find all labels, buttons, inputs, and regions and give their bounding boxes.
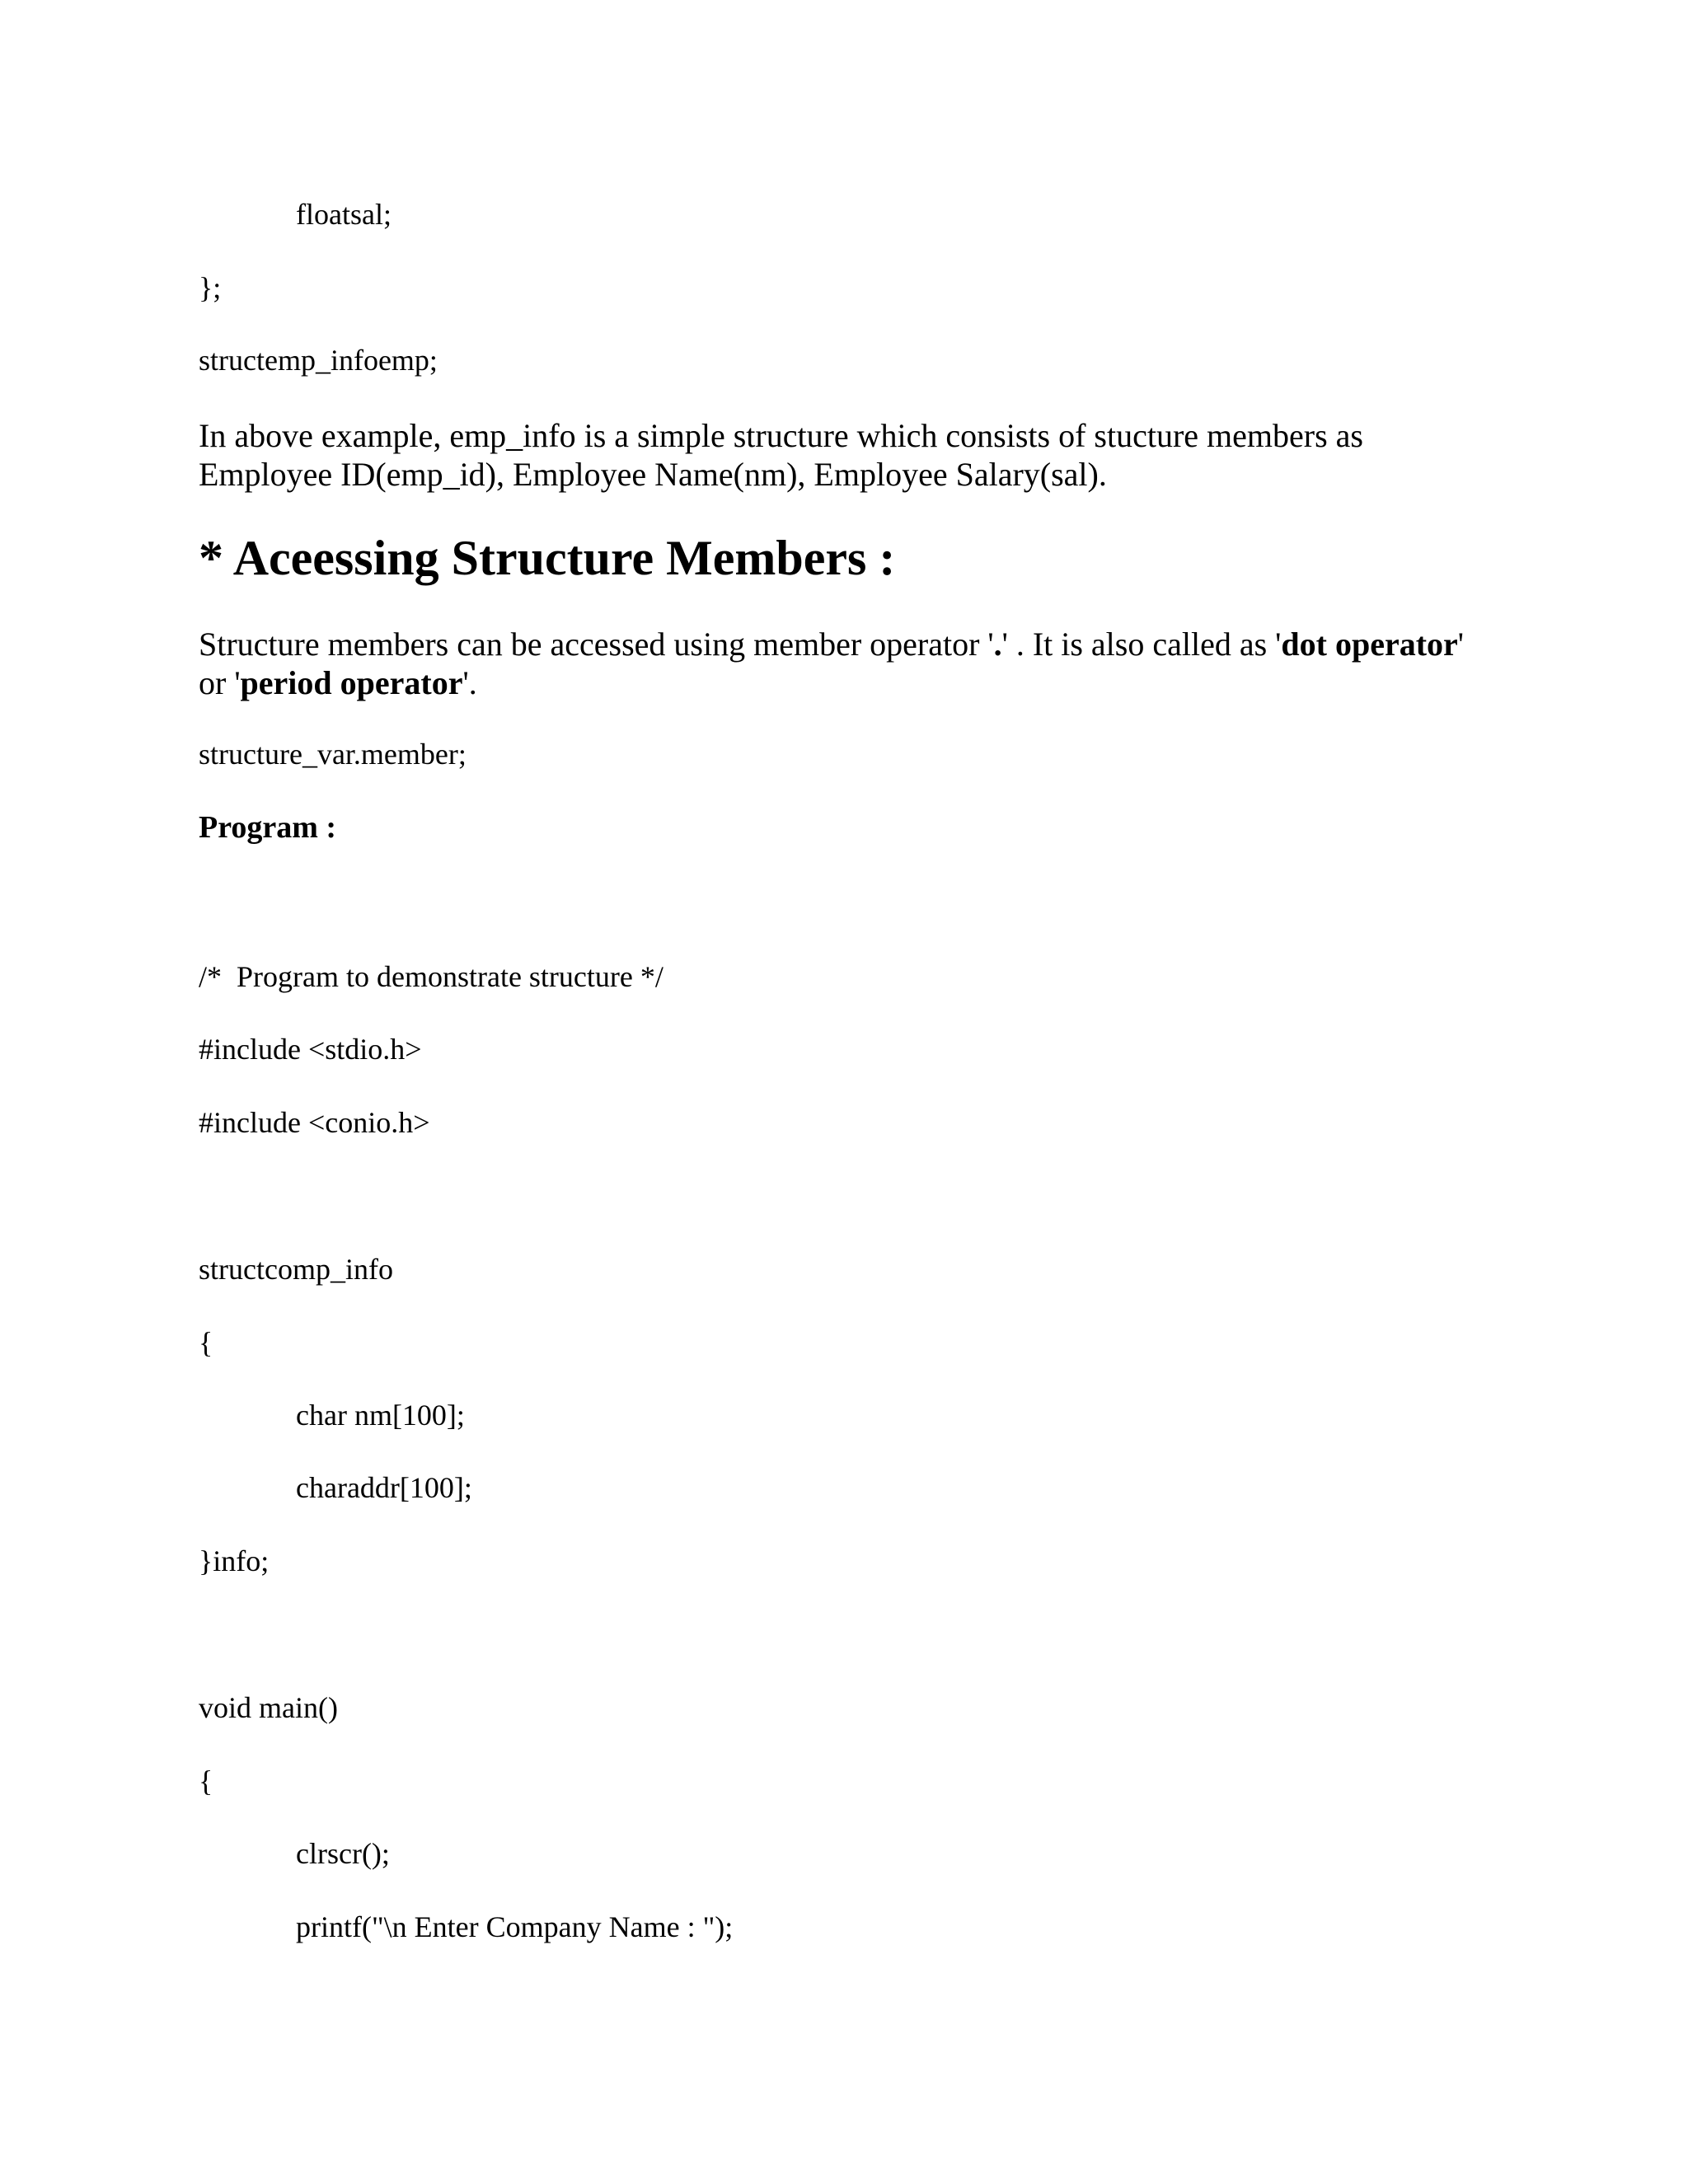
code-clrscr: clrscr(); [296, 1837, 390, 1870]
code-include-stdio: #include <stdio.h> [199, 1033, 422, 1066]
access-paragraph [199, 625, 1534, 702]
access-text-4: or ' [199, 664, 241, 701]
code-line-floatsal: floatsal; [296, 198, 392, 231]
period-operator-term: period operator [240, 664, 463, 701]
access-line-2 [199, 663, 1534, 702]
intro-line-1: In above example, emp_info is a simple structure which consists of stucture members as [199, 417, 1363, 454]
code-member-nm: char nm[100]; [296, 1399, 465, 1432]
code-include-conio: #include <conio.h> [199, 1106, 430, 1139]
dot-symbol: . [993, 626, 1002, 663]
code-member-addr: charaddr[100]; [296, 1471, 472, 1504]
program-label: Program : [199, 810, 337, 845]
code-line-struct-var: structemp_infoemp; [199, 344, 438, 377]
code-open-brace-main: { [199, 1765, 213, 1797]
access-text-5: '. [462, 664, 477, 701]
code-line-close-brace: }; [199, 271, 222, 304]
code-main-decl: void main() [199, 1691, 338, 1724]
code-comment: /* Program to demonstrate structure */ [199, 960, 663, 993]
access-text-1: Structure members can be accessed using member operator ' [199, 626, 994, 663]
syntax-line: structure_var.member; [199, 738, 467, 771]
code-open-brace-struct: { [199, 1326, 213, 1359]
code-struct-decl: structcomp_info [199, 1253, 393, 1286]
intro-paragraph [199, 416, 1534, 494]
access-line-1 [199, 625, 1534, 663]
code-close-struct: }info; [199, 1544, 270, 1577]
section-heading: * Aceessing Structure Members : [199, 531, 896, 585]
intro-line-2: Employee ID(emp_id), Employee Name(nm), Employee Salary(sal). [199, 456, 1107, 493]
dot-operator-term: dot operator [1281, 626, 1458, 663]
access-text-2: ' . It is also called as ' [1001, 626, 1282, 663]
code-printf: printf("\n Enter Company Name : "); [296, 1910, 734, 1943]
access-text-3: ' [1457, 626, 1465, 663]
